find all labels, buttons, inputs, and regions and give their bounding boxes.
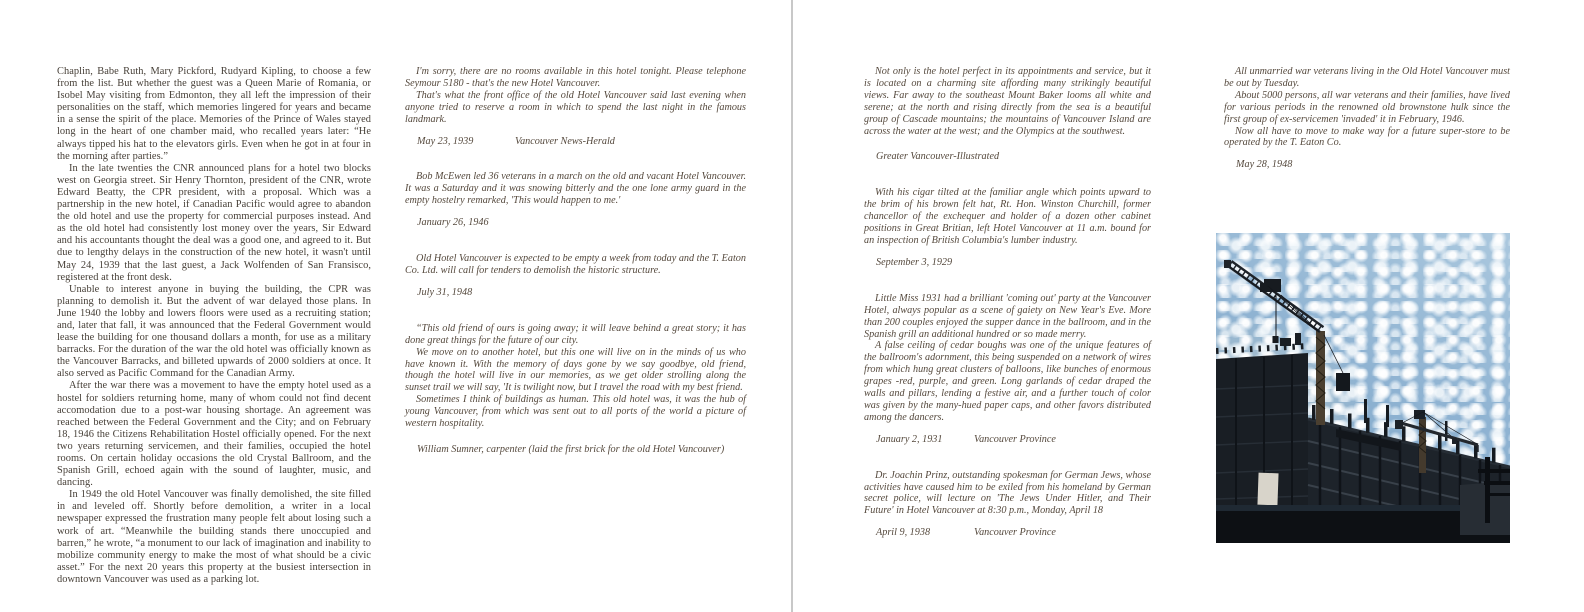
quote-paragraph: Little Miss 1931 had a brilliant 'coming out' party at the Vancouver Hotel, always popular as a scene of gaiety on New Year's Eve. More than 200 couples enjoyed the supper dance in the ballroom, and in the Spanish grill an additional hundred or so made merry. xyxy=(864,292,1151,340)
quote-paragraph: I'm sorry, there are no rooms available in this hotel tonight. Please telephone Seymour 5180 - that's the new Hotel Vancouver. xyxy=(405,66,746,89)
clippings-column-1 xyxy=(405,66,746,480)
history-column xyxy=(57,66,371,586)
dateline xyxy=(864,527,1151,539)
body-paragraph: Chaplin, Babe Ruth, Mary Pickford, Rudyard Kipling, to choose a few from the list. But whether the guest was a Queen Marie of Romania, or Isobel May visiting from Edmonton, they all left the impression of their personalities on the staff, which memories lingered for years and became in a sense the spirit of the place. Memories of the Prince of Wales stayed long in the heart of one chamber maid, who recalled years later: “He always tipped his hat to the elevators girls. Even when he got in at four in the morning after parties.” xyxy=(57,66,371,162)
dateline xyxy=(864,257,1151,269)
dateline xyxy=(405,287,746,299)
quote-paragraph: Dr. Joachin Prinz, outstanding spokesman for German Jews, whose activities have caused him to be exiled from his homeland by German secret police, will lecture on 'The Jews Under Hitler, and Their Future' in Hotel Vancouver at 8:30 p.m., Monday, April 18 xyxy=(864,469,1151,517)
attribution: William Sumner, carpenter (laid the first brick for the old Hotel Vancouver) xyxy=(417,443,725,455)
quote-paragraph: About 5000 persons, all war veterans and their families, have lived for various periods in the renowned old brownstone hulk since the first group of ex-servicemen 'invaded' it in February, 1946. xyxy=(1224,89,1510,125)
dateline xyxy=(864,434,1151,446)
dateline xyxy=(1224,159,1510,171)
clippings-column-2 xyxy=(864,66,1151,563)
dateline-date: May 28, 1948 xyxy=(1236,159,1293,171)
dateline xyxy=(405,136,746,148)
body-paragraph: In 1949 the old Hotel Vancouver was finally demolished, the site filled in and leveled off. Shortly before demolition, a writer in a local newspaper expressed the frustration many people felt about losing such a work of art. “Meanwhile the building stands there unoccupied and barren,” he wrote, “a monument to our lack of imagination and inability to mobilize community energy to make the most of what should be a civic asset.” For the next 20 years this property at the busiest intersection in downtown Vancouver was used as a parking lot. xyxy=(57,489,371,585)
quote-paragraph: All unmarried war veterans living in the Old Hotel Vancouver must be out by Tuesday. xyxy=(1224,66,1510,89)
dateline-date: January 2, 1931 xyxy=(876,433,943,445)
dateline-source: Vancouver Province xyxy=(974,527,1056,539)
dateline-date: July 31, 1948 xyxy=(417,286,473,298)
quote-paragraph: Old Hotel Vancouver is expected to be empty a week from today and the T. Eaton Co. Ltd. will call for tenders to demolish the historic structure. xyxy=(405,253,746,276)
clippings-column-3 xyxy=(1224,66,1510,195)
quote-paragraph: That's what the front office of the old Hotel Vancouver said last evening when anyone tried to reserve a room in which to spend the last night in the famous landmark. xyxy=(405,89,746,125)
dateline-date: May 23, 1939 xyxy=(417,135,474,147)
body-paragraph: Unable to interest anyone in buying the building, the CPR was planning to demolish it. But the advent of war delayed those plans. In June 1940 the lobby and lowers floors were used as a recruiting station; and, later that fall, it was announced that the Federal Government would lease the building for one thousand dollars a month, for use as a military barracks. For the duration of the war the old hotel was officially known as the Vancouver Barracks, and billeted upwards of 2000 soldiers at once. It also served as Pacific Command for the Canadian Army. xyxy=(57,283,371,380)
quote-paragraph: Sometimes I think of buildings as human. This old hotel was, it was the hub of young Vancouver, from which was sent out to all ports of the world a picture of western hospitality. xyxy=(405,394,746,430)
dateline-date: January 26, 1946 xyxy=(417,217,489,229)
quote-paragraph: Now all have to move to make way for a future super-store to be operated by the T. Eaton Co. xyxy=(1224,125,1510,149)
dateline xyxy=(405,217,746,229)
construction-photo xyxy=(1216,233,1510,543)
body-paragraph: In the late twenties the CNR announced plans for a hotel two blocks west on Georgia street. Sir Henry Thornton, president of the CNR, wrote Edward Beatty, the CPR president, with a proposal. Which was a partnership in the new hotel, if Canadian Pacific would agree to abandon the old hotel and use the property for commercial purposes instead. And as the old hotel had consistently lost money over the years, Sir Edward and his accountants thought the deal was a good one, and agreed to it. But due to lengthy delays in the construction of the new hotel, it wasn't until May 24, 1939 that the last guest, a Jack Wolfenden of San Fransisco, registered at the front desk. xyxy=(57,162,371,283)
dateline-date: April 9, 1938 xyxy=(876,527,931,539)
quote-paragraph: A false ceiling of cedar boughs was one of the unique features of the ballroom's adornment, this being suspended on a network of wires from which hung great clusters of balloons, like bunches of enormous grapes -red, purple, and green. Long garlands of cedar draped the walls and pillars, lending a festive air, and a further touch of color was given by the many-hued paper caps, and other favors distributed among the dancers. xyxy=(864,340,1151,423)
dateline-source: Vancouver Province xyxy=(974,433,1056,445)
dateline-date: September 3, 1929 xyxy=(876,256,953,268)
quote-paragraph: Not only is the hotel perfect in its appointments and service, but it is located on a charming site affording many strikingly beautiful views. Far away to the southeast Mount Baker looms all white and serene; at the north and rising directly from the sea is a beautiful group of Cascade mountains; the mountains of Vancouver Island are across the water at the west; and the Olympics at the southwest. xyxy=(864,66,1151,137)
body-paragraph: After the war there was a movement to have the empty hotel used as a hostel for soldiers returning home, many of whom could not find decent accomodation due to a post-war housing shortage. An agreement was reached between the Federal Government and the City; and on February 18, 1946 the Citizens Rehabilitation Hostel officially opened. For the next two years returning servicemen, and their families, occupied the hotel rooms. On certain holiday occasions the old Crystal Ballroom, and the Spanish Grill, echoed again with the sound of laughter, music, and dancing. xyxy=(57,380,371,489)
photo-silhouette xyxy=(1216,233,1510,543)
quote-paragraph: Bob McEwen led 36 veterans in a march on the old and vacant Hotel Vancouver. It was a Saturday and it was snowing bitterly and the one lone army guard in the empty hostelry remarked, 'This would happen to me.' xyxy=(405,171,746,207)
quote-paragraph: We move on to another hotel, but this one will live on in the minds of us who have known it. With the memory of days gone by we say goodbye, old friend, though the hotel will live in our memories, as we get older strolling along the sunset trail we will say, 'It is twilight now, but I travel the road with my best friend. xyxy=(405,346,746,394)
quote-paragraph: “This old friend of ours is going away; it will leave behind a great story; it has done great things for the future of our city. xyxy=(405,322,746,346)
page-divider xyxy=(791,0,793,612)
dateline-source: Vancouver News-Herald xyxy=(515,135,615,147)
quote-paragraph: With his cigar tilted at the familiar angle which points upward to the brim of his brown felt hat, Rt. Hon. Winston Churchill, former chancellor of the exchequer and holder of a dozen other cabinet positions in Great Britian, left Hotel Vancouver at 11 a.m. bound for an inspection of British Columbia's lumber industry. xyxy=(864,187,1151,246)
attribution: Greater Vancouver-Illustrated xyxy=(876,151,1000,163)
